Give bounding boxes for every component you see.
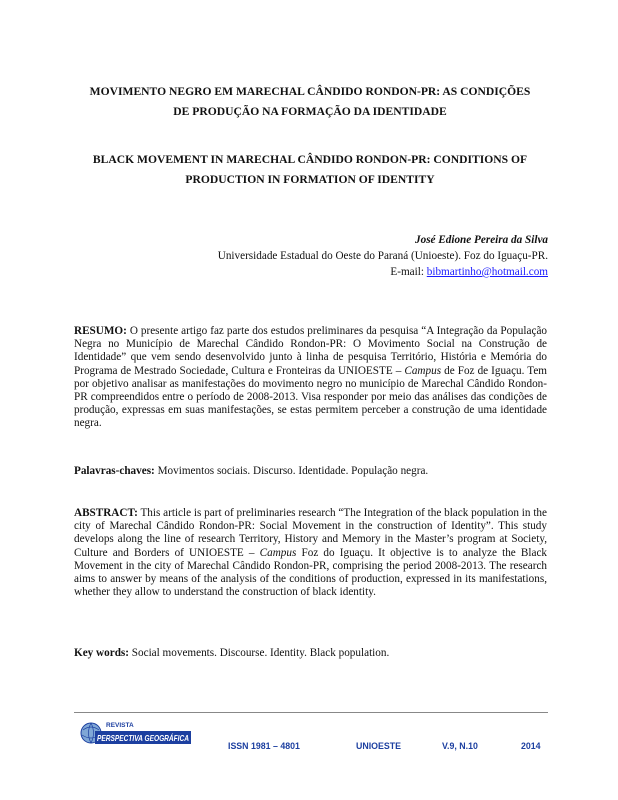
abstract-text-1: This article is part of preliminaries research “The Integration of the black population in the city of Marechal Cândido Rondon-PR: Social Movement in the construction of Identity”. This study develops along the line of research Territory, History and Memory in the Master’s program at Society, Culture and Borders of UNIOESTE – (74, 507, 547, 559)
palavras-label: Palavras-chaves: (74, 465, 155, 477)
email-link[interactable]: bibmartinho@hotmail.com (426, 266, 548, 278)
author-email-line (218, 264, 548, 280)
resumo-label: RESUMO: (74, 325, 127, 337)
palavras-chaves-paragraph (74, 465, 547, 478)
title-en-line-1: BLACK MOVEMENT IN MARECHAL CÂNDIDO RONDON-PR: CONDITIONS OF (92, 153, 528, 166)
abstract-label: ABSTRACT: (74, 507, 138, 519)
key-words-paragraph (74, 647, 547, 660)
resumo-text-1: O presente artigo faz parte dos estudos preliminares da pesquisa “A Integração da População Negra no Município de Marechal Cândido Rondon-PR: O Movimento Social na Construção de Identidade” que vem sendo desenvolvido junto à linha de pesquisa Território, História e Memória do Programa de Mestrado Sociedade, Cultura e Fronteiras da UNIOESTE – (74, 325, 547, 377)
resumo-campus: Campus (404, 364, 442, 377)
palavras-text: Movimentos sociais. Discurso. Identidade. População negra. (154, 465, 429, 477)
keywords-text: Social movements. Discourse. Identity. Black population. (129, 647, 390, 659)
journal-logo (80, 718, 212, 748)
resumo-text-2: de Foz de Iguaçu. Tem por objetivo analisar as manifestações do movimento negro no município de Marechal Cândido Rondon-PR compreendidos entre o período de 2008-2013. Visa responder por meio das análises das condições de produção, expressas em suas manifestações, se estas permitem perceber a construção de uma identidade negra. (74, 364, 547, 430)
title-english (60, 150, 560, 190)
author-name: José Edione Pereira da Silva (415, 234, 548, 246)
footer-divider (74, 712, 548, 713)
footer-institution: UNIOESTE (356, 741, 401, 751)
title-en-line-2: PRODUCTION IN FORMATION OF IDENTITY (185, 173, 435, 186)
abstract-text-2: Foz do Iguaçu. It objective is to analyze the Black Movement in the city of Marechal Cândido Rondon-PR, comprising the period 2008-2013. The research aims to answer by means of the analysis of the conditions of production, expressed in its manifestations, whether they allow to understand the construction of black identity. (74, 546, 548, 599)
footer-volume: V.9, N.10 (442, 741, 478, 751)
author-affiliation: Universidade Estadual do Oeste do Paraná (Unioeste). Foz do Iguaçu-PR. (217, 250, 548, 262)
footer-year: 2014 (521, 741, 541, 751)
resumo-paragraph (74, 325, 547, 431)
logo-top-text: REVISTA (106, 722, 134, 729)
title-pt-line-2: DE PRODUÇÃO NA FORMAÇÃO DA IDENTIDADE (173, 105, 447, 118)
author-block (218, 232, 548, 280)
title-pt-line-1: MOVIMENTO NEGRO EM MARECHAL CÂNDIDO RONDON-PR: AS CONDIÇÕES (89, 85, 531, 98)
email-label: E-mail: (390, 266, 427, 278)
abstract-paragraph (74, 507, 547, 599)
keywords-label: Key words: (74, 647, 129, 659)
logo-main-text: PERSPECTIVA GEOGRÁFICA (97, 734, 212, 743)
abstract-campus: Campus (259, 546, 297, 559)
footer-issn: ISSN 1981 – 4801 (228, 741, 300, 751)
title-portuguese (60, 82, 560, 122)
